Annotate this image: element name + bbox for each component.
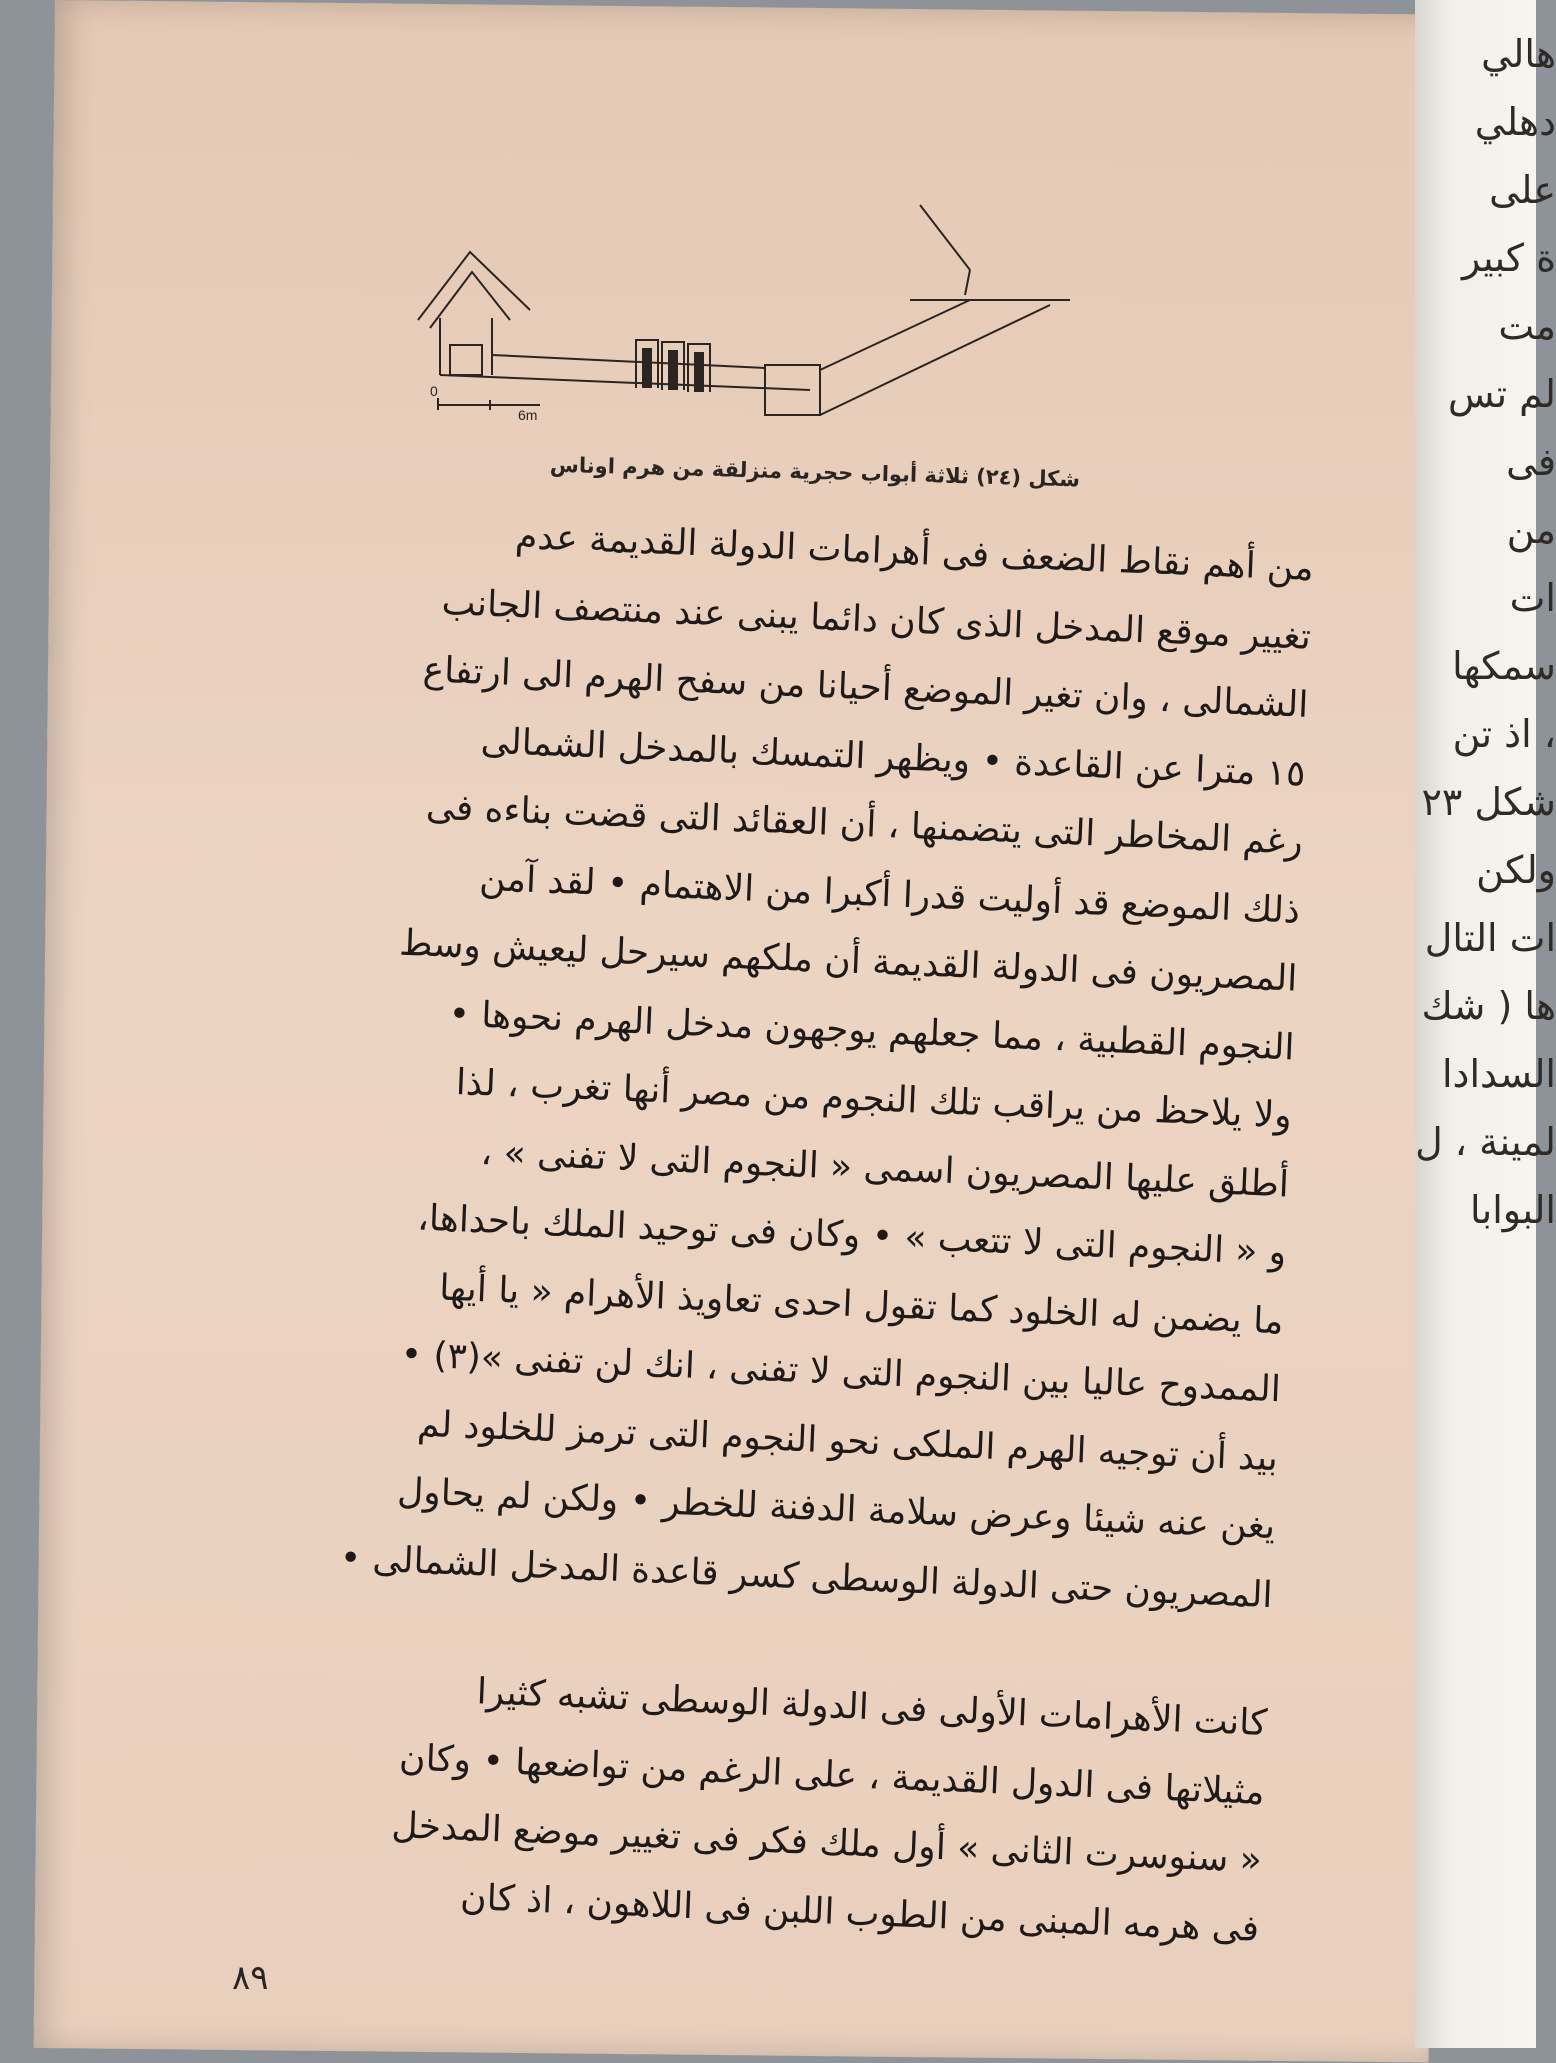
facing-page-line: فى <box>1506 440 1556 484</box>
facing-page-line: سمكها <box>1452 644 1556 688</box>
pyramid-face-end <box>965 270 970 295</box>
facing-page-line: على <box>1489 168 1556 212</box>
facing-page-line: ، اذ تن <box>1452 712 1556 756</box>
figure-caption: شكل (٢٤) ثلاثة أبواب حجرية منزلقة من هرم اوناس <box>549 452 1081 492</box>
sliding-doors <box>642 348 704 392</box>
paragraph-1-line: الشمالى ، وان تغير الموضع أحيانا من سفح الهرم الى ارتفاع <box>421 649 1309 726</box>
corridor-roof <box>492 355 765 368</box>
facing-page-line: لم تس <box>1448 372 1556 416</box>
facing-page-line: من <box>1506 508 1556 552</box>
paragraph-2-line: كانت الأهرامات الأولى فى الدولة الوسطى تشبه كثيرا <box>476 1671 1269 1745</box>
facing-page-line: ات التال <box>1424 916 1556 960</box>
facing-page-line: ة كبير <box>1462 236 1556 280</box>
facing-page-line: هالي <box>1481 32 1556 76</box>
paragraph-1-line: ما يضمن له الخلود كما تقول احدى تعاويذ الأهرام « يا أيها <box>438 1266 1285 1342</box>
paragraph-1-line: المصريون حتى الدولة الوسطى كسر قاعدة المدخل الشمالى • <box>339 1537 1274 1616</box>
sliding-door-2 <box>668 350 678 390</box>
chamber-roof-outer <box>418 252 530 320</box>
facing-page-line: ات <box>1509 576 1556 620</box>
paragraph-1-line: المصريون فى الدولة القديمة أن ملكهم سيرحل ليعيش وسط <box>398 922 1298 1000</box>
paragraph-2-line: مثيلاتها فى الدول القديمة ، على الرغم من تواضعها • وكان <box>398 1736 1266 1813</box>
paragraph-2-line: فى هرمه المبنى من الطوب اللبن فى اللاهون ، اذ كان <box>459 1876 1260 1950</box>
corridor-drawing <box>410 200 1300 430</box>
facing-page-line: مت <box>1498 304 1556 348</box>
corridor-floor-1 <box>440 375 810 390</box>
paragraph-2-line: « سنوسرت الثانى » أول ملك فكر فى تغيير موضع المدخل <box>390 1804 1263 1881</box>
sliding-door-1 <box>642 348 652 388</box>
facing-page-line: ولكن <box>1476 848 1556 892</box>
paragraph-1-line: أطلق عليها المصريون اسمى « النجوم التى لا تفنى » ، <box>479 1131 1290 1205</box>
ascending-roof <box>820 300 970 370</box>
facing-page-line: ها ( شك <box>1421 984 1556 1028</box>
paragraph-1-line: ١٥ مترا عن القاعدة • ويظهر التمسك بالمدخل الشمالى <box>479 720 1307 795</box>
main-text <box>178 492 1315 1964</box>
paragraph-1-line: رغم المخاطر التى يتضمنها ، أن العقائد التى قضت بناءه فى <box>425 786 1304 863</box>
page-number: ٨٩ <box>232 1958 269 1998</box>
facing-page-edge <box>1415 0 1556 2048</box>
paragraph-1-line: الممدوح عاليا بين النجوم التى لا تفنى ، انك لن تفنى »(٣) • <box>399 1333 1282 1411</box>
paragraph-1 <box>192 492 1315 1630</box>
facing-page-line: شكل ٢٣ <box>1421 780 1556 824</box>
paragraph-1-line: ولا يلاحظ من يراقب تلك النجوم من مصر أنها تغرب ، لذا <box>455 1061 1293 1137</box>
paragraph-1-line: من أهم نقاط الضعف فى أهرامات الدولة القديمة عدم <box>514 515 1315 589</box>
paragraph-1-line: بيد أن توجيه الهرم الملكى نحو النجوم التى ترمز للخلود لم <box>416 1403 1279 1479</box>
paragraph-1-line: النجوم القطبية ، مما جعلهم يوجهون مدخل الهرم نحوها • <box>447 993 1296 1069</box>
scale-label-end: 6m <box>518 407 538 423</box>
paragraph-1-line: تغيير موقع المدخل الذى كان دائما يبنى عند منتصف الجانب <box>440 581 1312 658</box>
facing-page-line: البوابا <box>1470 1188 1556 1232</box>
sliding-door-3 <box>694 352 704 392</box>
facing-page-text <box>1415 20 1556 1244</box>
paragraph-1-line: و « النجوم التى لا تتعب » • وكان فى توحيد الملك باحداها، <box>416 1197 1287 1274</box>
ascending-floor <box>820 305 1050 415</box>
entrance-corridor-diagram <box>410 200 1300 430</box>
facing-page-line: دهلي <box>1474 100 1556 144</box>
chamber-niche <box>450 345 482 375</box>
scale-label-start: 0 <box>430 383 438 399</box>
facing-page-line: لمينة ، ل <box>1415 1120 1556 1164</box>
facing-page-line: السدادا <box>1441 1052 1556 1096</box>
paragraph-2 <box>178 1647 1268 1964</box>
pyramid-face <box>920 205 970 270</box>
paragraph-1-line: يغن عنه شيئا وعرض سلامة الدفنة للخطر • ولكن لم يحاول <box>396 1470 1276 1548</box>
paragraph-1-line: ذلك الموضع قد أوليت قدرا أكبرا من الاهتمام • لقد آمن <box>478 857 1301 932</box>
